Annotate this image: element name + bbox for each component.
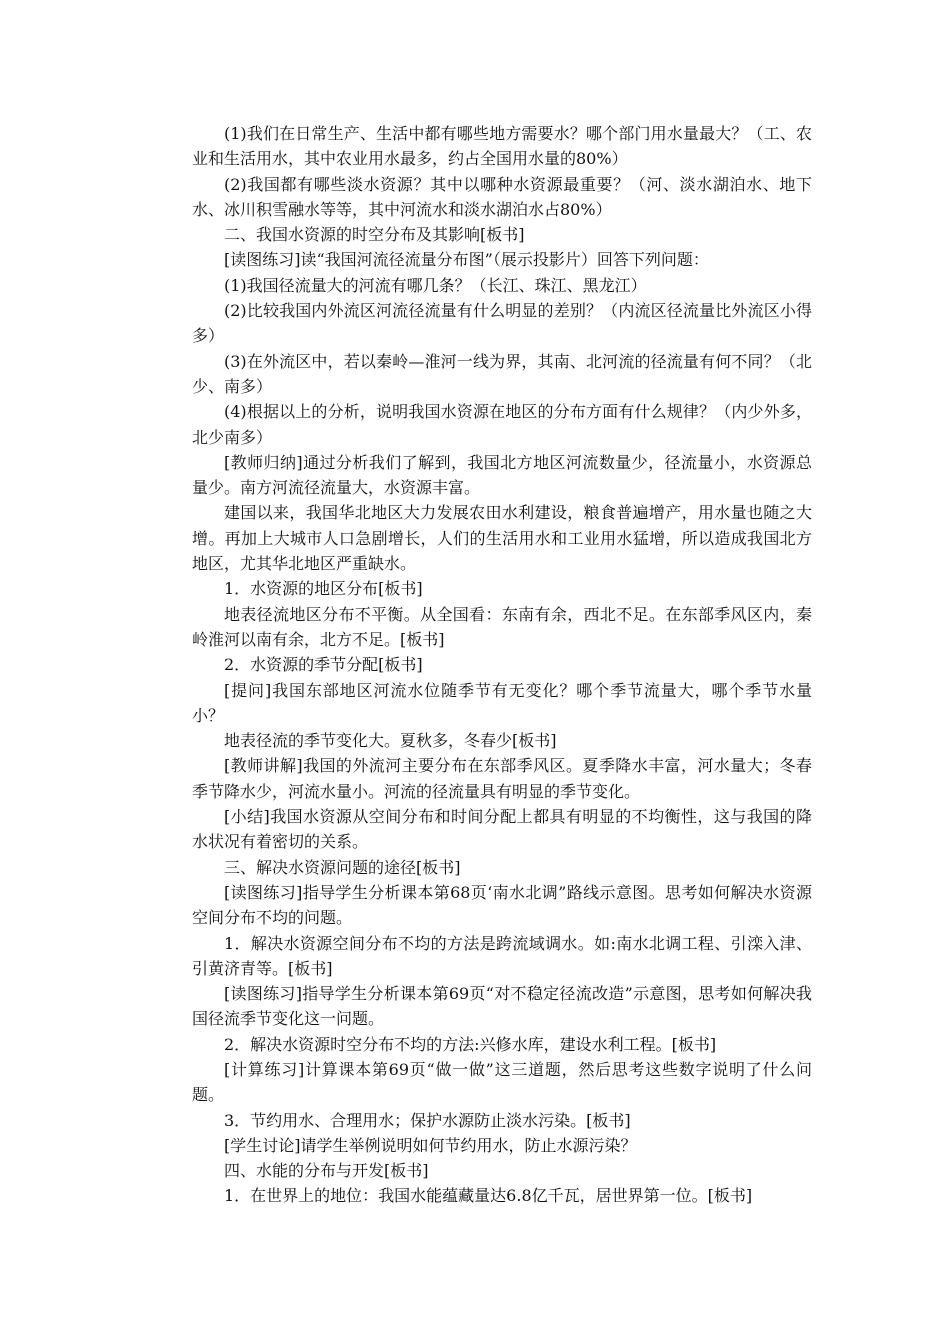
paragraph-7: (3)在外流区中，若以秦岭—淮河一线为界，其南、北河流的径流量有何不同？（北少、南多） — [192, 351, 812, 396]
paragraph-14: [提问]我国东部地区河流水位随季节有无变化？哪个季节流量大，哪个季节水量小？ — [192, 680, 812, 725]
paragraph-2: (2)我国都有哪些淡水资源？其中以哪种水资源最重要？（河、淡水湖泊水、地下水、冰川积雪融水等等，其中河流水和淡水湖泊水占80%） — [192, 174, 812, 219]
paragraph-21: [读图练习]指导学生分析课本第69页“对不稳定径流改造”示意图，思考如何解决我国径流季节变化这一问题。 — [192, 984, 812, 1029]
subheading-5: 3．节约用水、合理用水；保护水源防止淡水污染。[板书] — [224, 1110, 631, 1130]
subheading-4: 2．解决水资源时空分布不均的方法:兴修水库，建设水利工程。[板书] — [224, 1034, 717, 1054]
paragraph-9: [教师归纳]通过分析我们了解到，我国北方地区河流数量少，径流量小，水资源总量少。南方河流径流量大，水资源丰富。 — [192, 452, 812, 498]
section-heading-3: 三、解决水资源问题的途径[板书] — [224, 857, 461, 877]
paragraph-27: 1．在世界上的地位：我国水能蕴藏量达6.8亿千瓦，居世界第一位。[板书] — [224, 1186, 753, 1206]
paragraph-8: (4)根据以上的分析，说明我国水资源在地区的分布方面有什么规律？（内少外多，北少南多） — [192, 402, 812, 447]
document-body — [192, 121, 812, 1209]
subheading-1: 1．水资源的地区分布[板书] — [224, 579, 423, 599]
paragraph-16: [教师讲解]我国的外流河主要分布在东部季风区。夏季降水丰富，河水量大；冬春季节降水少，河流水量小。河流的径流量具有明显的季节变化。 — [192, 756, 812, 801]
paragraph-10: 建国以来，我国华北地区大力发展农田水利建设，粮食普遍增产，用水量也随之大增。再加上大城市人口急剧增长，人们的生活用水和工业用水猛增，所以造成我国北方地区，尤其华北地区严重缺水。 — [192, 503, 812, 574]
paragraph-19: [读图练习]指导学生分析课本第68页‘南水北调”路线示意图。思考如何解决水资源空间分布不均的问题。 — [192, 882, 812, 928]
paragraph-6: (2)比较我国内外流区河流径流量有什么明显的差别？（内流区径流量比外流区小得多） — [192, 301, 812, 346]
paragraph-12: 地表径流地区分布不平衡。从全国看：东南有余，西北不足。在东部季风区内，秦岭淮河以南有余，北方不足。[板书] — [192, 604, 812, 649]
paragraph-23: [计算练习]计算课本第69页“做一做”这三道题，然后思考这些数字说明了什么问题。 — [192, 1059, 812, 1105]
paragraph-5: (1)我国径流量大的河流有哪几条？（长江、珠江、黑龙江） — [224, 275, 647, 295]
paragraph-1: (1)我们在日常生产、生活中都有哪些地方需要水？哪个部门用水量最大？（工、农业和生活用水，其中农业用水最多，约占全国用水量的80%） — [192, 124, 812, 169]
subheading-3: 1．解决水资源空间分布不均的方法是跨流域调水。如:南水北调工程、引滦入津、引黄济青等。[板书] — [192, 933, 812, 978]
paragraph-17: [小结]我国水资源从空间分布和时间分配上都具有明显的不均衡性，这与我国的降水状况有着密切的关系。 — [192, 807, 812, 852]
paragraph-15: 地表径流的季节变化大。夏秋多，冬春少[板书] — [224, 731, 557, 751]
section-heading-2: 二、我国水资源的时空分布及其影响[板书] — [224, 225, 525, 245]
paragraph-25: [学生讨论]请学生举例说明如何节约用水，防止水源污染？ — [224, 1135, 637, 1155]
section-heading-4: 四、水能的分布与开发[板书] — [224, 1161, 429, 1181]
subheading-2: 2．水资源的季节分配[板书] — [224, 655, 423, 675]
paragraph-4: [读图练习]读“我国河流径流量分布图”（展示投影片）回答下列问题： — [224, 250, 709, 270]
